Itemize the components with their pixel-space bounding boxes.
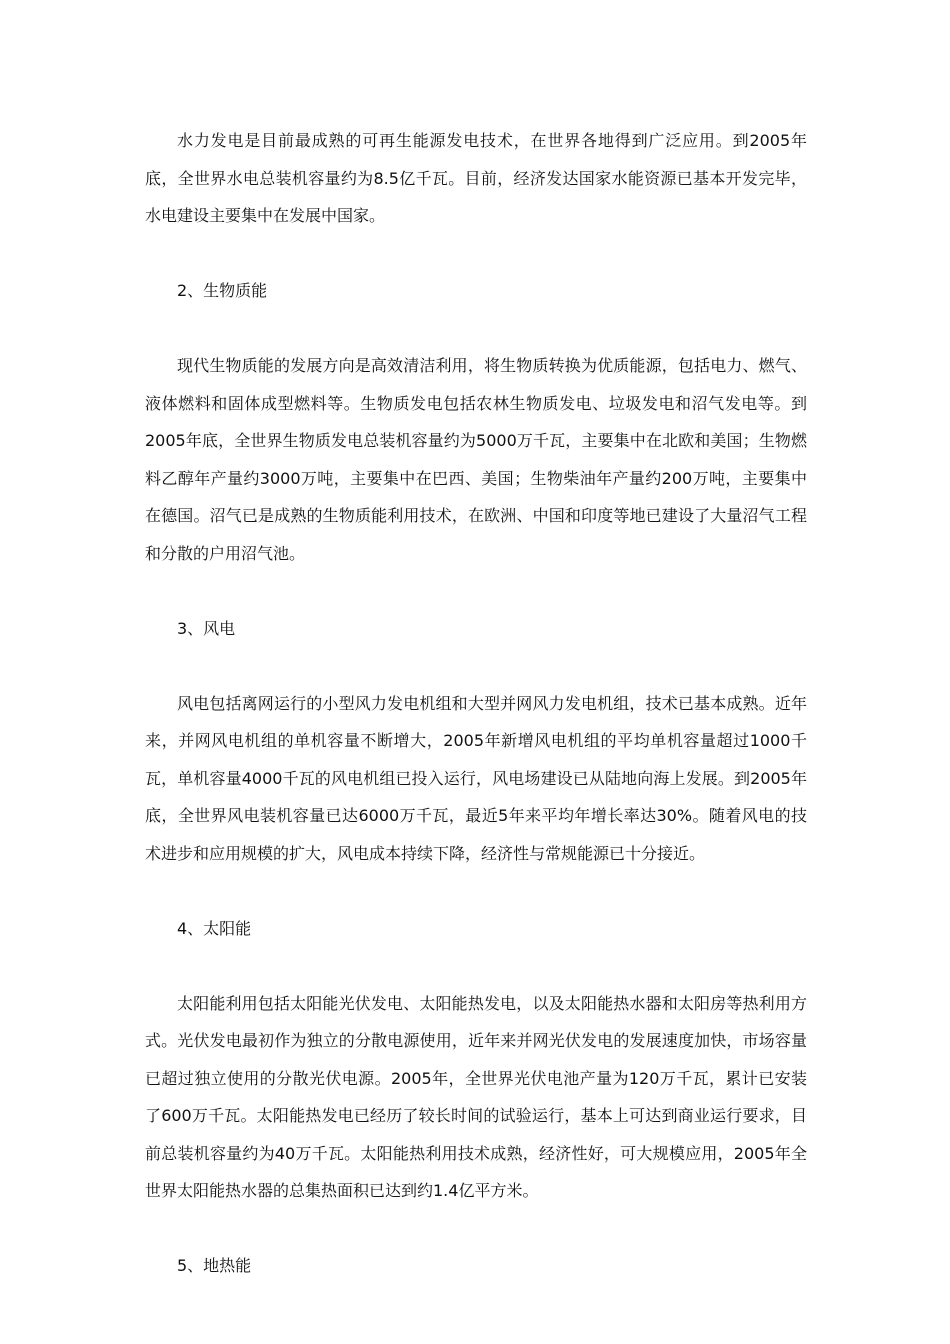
paragraph-gap: [145, 235, 807, 273]
paragraph-gap: [145, 872, 807, 910]
paragraph-gap: [145, 310, 807, 348]
paragraph-wind: 风电包括离网运行的小型风力发电机组和大型并网风力发电机组，技术已基本成熟。近年来，并网风电机组的单机容量不断增大，2005年新增风电机组的平均单机容量超过1000千瓦，单机容量4000千瓦的风电机组已投入运行，风电场建设已从陆地向海上发展。到2005年底，全世界风电装机容量已达6000万千瓦，最近5年来平均年增长率达30%。随着风电的技术进步和应用规模的扩大，风电成本持续下降，经济性与常规能源已十分接近。: [145, 693, 807, 863]
heading-geothermal: 5、地热能: [177, 1256, 252, 1275]
paragraph-gap: [145, 647, 807, 685]
paragraph-gap: [145, 572, 807, 610]
heading-biomass: 2、生物质能: [177, 281, 268, 300]
paragraph-hydropower: 水力发电是目前最成熟的可再生能源发电技术，在世界各地得到广泛应用。到2005年底，全世界水电总装机容量约为8.5亿千瓦。目前，经济发达国家水能资源已基本开发完毕，水电建设主要集中在发展中国家。: [145, 131, 807, 225]
paragraph-biomass: 现代生物质能的发展方向是高效清洁利用，将生物质转换为优质能源，包括电力、燃气、液体燃料和固体成型燃料等。生物质发电包括农林生物质发电、垃圾发电和沼气发电等。到2005年底，全世界生物质发电总装机容量约为5000万千瓦，主要集中在北欧和美国；生物燃料乙醇年产量约3000万吨，主要集中在巴西、美国；生物柴油年产量约200万吨，主要集中在德国。沼气已是成熟的生物质能利用技术，在欧洲、中国和印度等地已建设了大量沼气工程和分散的户用沼气池。: [145, 356, 807, 563]
paragraph-gap: [145, 947, 807, 985]
heading-wind: 3、风电: [177, 618, 236, 638]
paragraph-solar: 太阳能利用包括太阳能光伏发电、太阳能热发电，以及太阳能热水器和太阳房等热利用方式。光伏发电最初作为独立的分散电源使用，近年来并网光伏发电的发展速度加快，市场容量已超过独立使用的分散光伏电源。2005年，全世界光伏电池产量为120万千瓦，累计已安装了600万千瓦。太阳能热发电已经历了较长时间的试验运行，基本上可达到商业运行要求，目前总装机容量约为40万千瓦。太阳能热利用技术成熟，经济性好，可大规模应用，2005年全世界太阳能热水器的总集热面积已达到约1.4亿平方米。: [145, 993, 807, 1200]
heading-solar: 4、太阳能: [177, 918, 252, 938]
paragraph-gap: [145, 1210, 807, 1248]
document-body: [145, 122, 807, 1285]
